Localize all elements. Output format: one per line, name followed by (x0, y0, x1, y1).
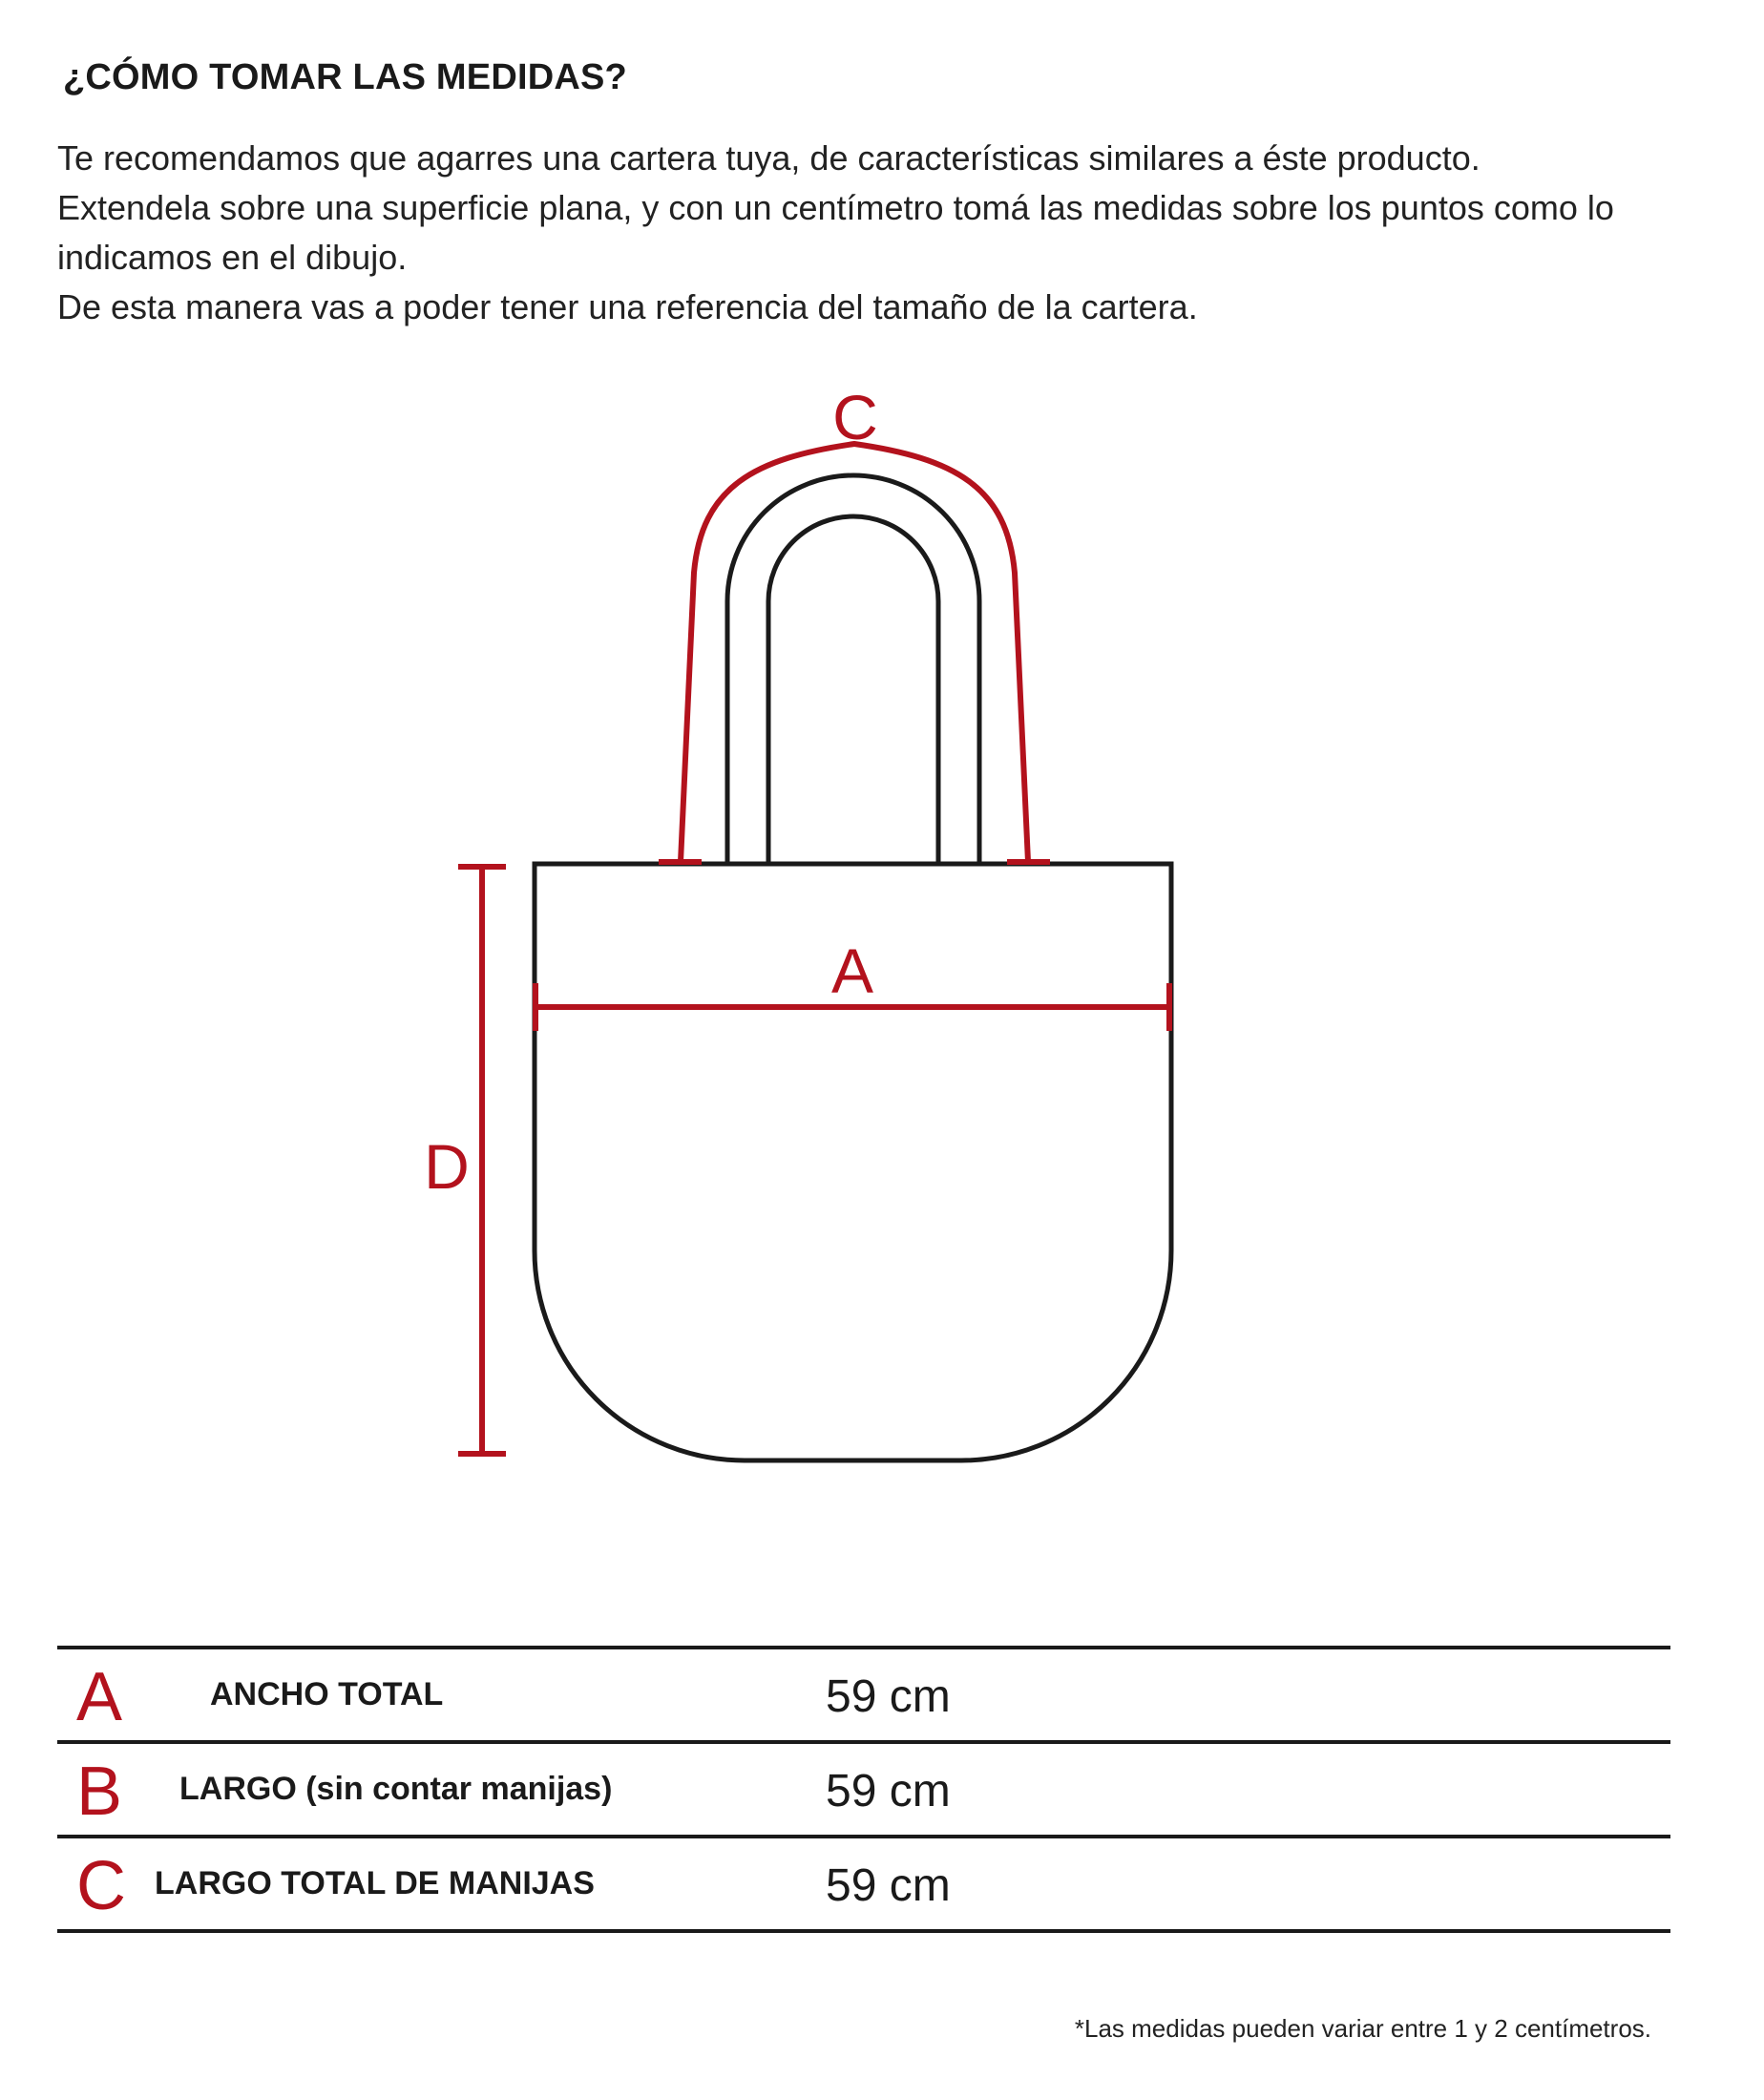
footer-note: *Las medidas pueden variar entre 1 y 2 centímetros. (1074, 2014, 1651, 2043)
row-letter: B (76, 1754, 123, 1830)
intro-paragraph: Te recomendamos que agarres una cartera tuya, de características similares a éste producto. (57, 138, 1480, 178)
table-row (57, 1744, 1670, 1835)
row-name: LARGO TOTAL DE MANIJAS (155, 1865, 595, 1901)
row-letter: C (76, 1848, 126, 1924)
row-value: 59 cm (826, 1671, 951, 1722)
table-row (57, 1838, 1670, 1929)
row-value: 59 cm (826, 1766, 951, 1816)
row-name: LARGO (sin contar manijas) (179, 1771, 613, 1807)
handle-measure-label: C (832, 382, 878, 452)
handle-inner-outline (768, 516, 938, 864)
row-name: ANCHO TOTAL (210, 1676, 444, 1712)
intro-paragraph: De esta manera vas a poder tener una referencia del tamaño de la cartera. (57, 287, 1198, 326)
handle-outer-outline (727, 475, 979, 864)
handle-measure-line (681, 444, 1028, 862)
intro-paragraph: Extendela sobre una superficie plana, y con un centímetro tomá las medidas sobre los puntos como lo indicamos en el dibujo. (57, 188, 1614, 277)
height-measure-label: D (424, 1131, 470, 1202)
table-row (57, 1649, 1670, 1740)
row-value: 59 cm (826, 1860, 951, 1911)
row-letter: A (76, 1659, 123, 1735)
width-measure-label: A (830, 935, 874, 1006)
table-rule (57, 1929, 1670, 1933)
page-title: ¿CÓMO TOMAR LAS MEDIDAS? (63, 57, 627, 97)
